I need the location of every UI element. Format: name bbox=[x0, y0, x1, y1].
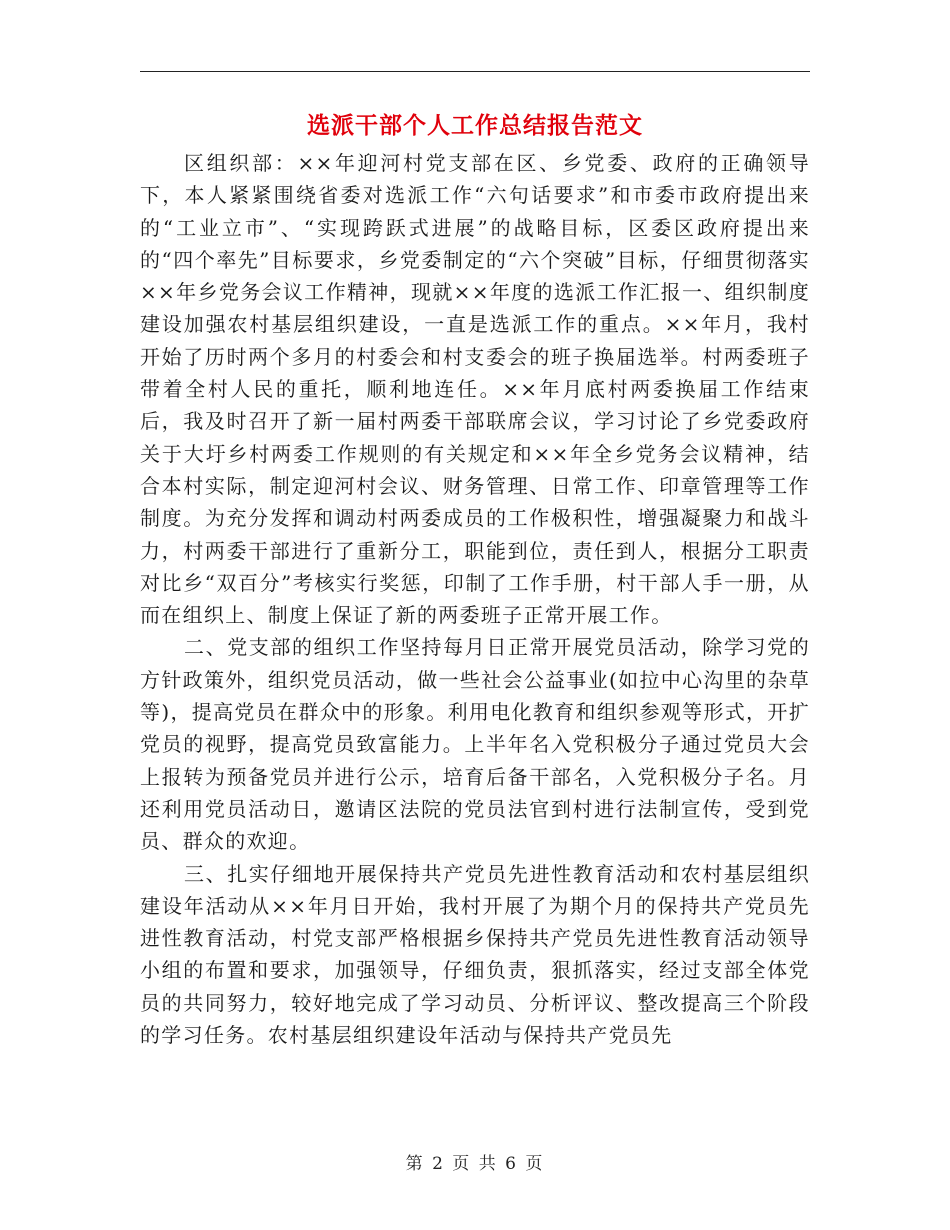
paragraph-3: 三、扎实仔细地开展保持共产党员先进性教育活动和农村基层组织建设年活动从××年月日开始，我村开展了为期个月的保持共产党员先进性教育活动，村党支部严格根据乡保持共产党员先进性教育活动领导小组的布置和要求，加强领导，仔细负责，狠抓落实，经过支部全体党员的共同努力，较好地完成了学习动员、分析评议、整改提高三个阶段的学习任务。农村基层组织建设年活动与保持共产党员先 bbox=[140, 861, 810, 1048]
paragraph-1: 区组织部：××年迎河村党支部在区、乡党委、政府的正确领导下，本人紧紧围绕省委对选派工作“六句话要求”和市委市政府提出来的“工业立市”、“实现跨跃式进展”的战略目标，区委区政府提出来的“四个率先”目标要求，乡党委制定的“六个突破”目标，仔细贯彻落实××年乡党务会议工作精神，现就××年度的选派工作汇报一、组织制度建设加强农村基层组织建设，一直是选派工作的重点。××年月，我村开始了历时两个多月的村委会和村支委会的班子换届选举。村两委班子带着全村人民的重托，顺利地连任。××年月底村两委换届工作结束后，我及时召开了新一届村两委干部联席会议，学习讨论了乡党委政府关于大圩乡村两委工作规则的有关规定和××年全乡党务会议精神，结合本村实际，制定迎河村会议、财务管理、日常工作、印章管理等工作制度。为充分发挥和调动村两委成员的工作极积性，增强凝聚力和战斗力，村两委干部进行了重新分工，职能到位，责任到人，根据分工职责对比乡“双百分”考核实行奖惩，印制了工作手册，村干部人手一册，从而在组织上、制度上保证了新的两委班子正常开展工作。 bbox=[140, 151, 810, 628]
page-number-footer: 第 2 页 共 6 页 bbox=[405, 1154, 545, 1174]
header-rule bbox=[140, 71, 810, 72]
document-title: 选派干部个人工作总结报告范文 bbox=[307, 112, 643, 139]
paragraph-2: 二、党支部的组织工作坚持每月日正常开展党员活动，除学习党的方针政策外，组织党员活动，做一些社会公益事业(如拉中心沟里的杂草等)，提高党员在群众中的形象。利用电化教育和组织参观等形式，开扩党员的视野，提高党员致富能力。上半年名入党积极分子通过党员大会上报转为预备党员并进行公示，培育后备干部名，入党积极分子名。月还利用党员活动日，邀请区法院的党员法官到村进行法制宣传，受到党员、群众的欢迎。 bbox=[140, 635, 810, 854]
document-body bbox=[140, 147, 810, 1051]
